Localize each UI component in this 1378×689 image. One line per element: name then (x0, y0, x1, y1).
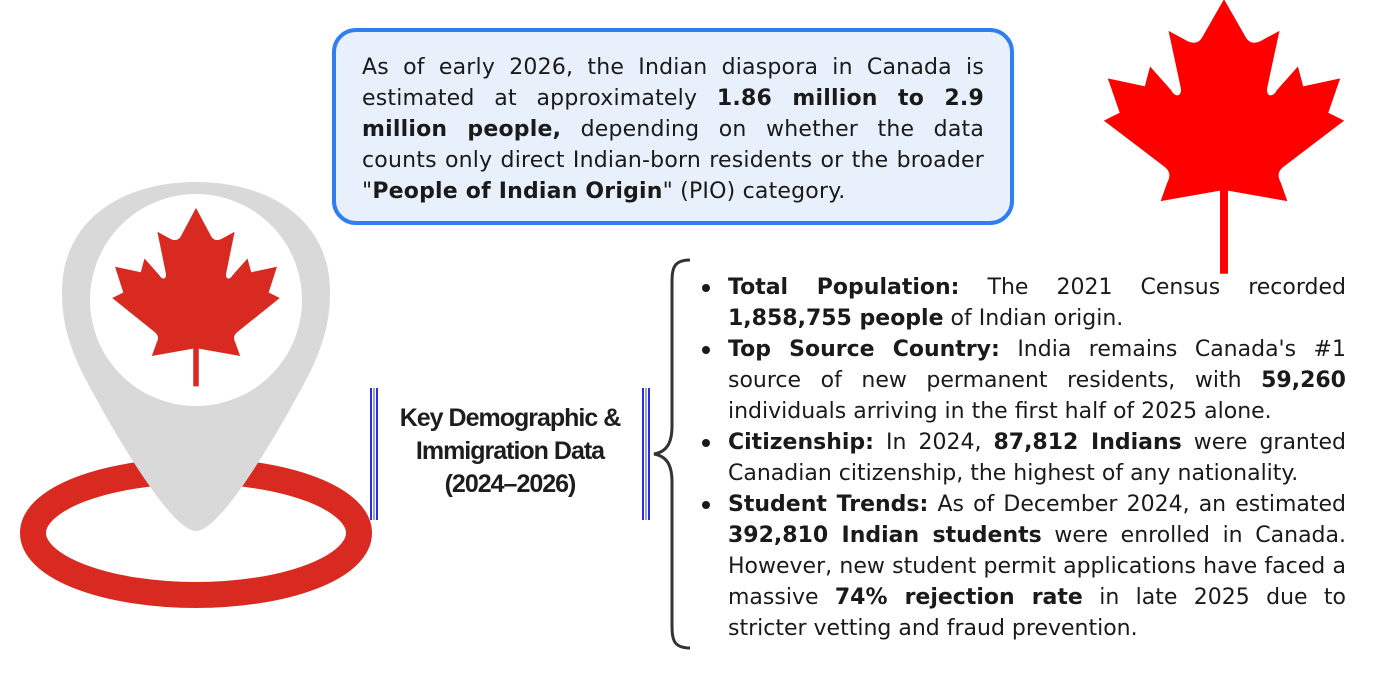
facts-list (696, 272, 1346, 644)
list-item-student-trends: Student Trends: As of December 2024, an estimated 392,810 Indian students were enrolled in Canada. However, new student permit applications have faced a massive 74% rejection rate in late 2025 due to stricter vetting and fraud prevention. (696, 489, 1346, 644)
location-pin-illustration (0, 180, 380, 620)
heading-title (382, 402, 638, 501)
heading-line-2: Immigration Data (415, 437, 605, 465)
intro-paragraph: As of early 2026, the Indian diaspora in Canada is estimated at approximately 1.86 million to 2.9 million people, depending on whether the data counts only direct Indian-born residents or the broader "People of Indian Origin" (PIO) category. (362, 55, 985, 204)
heading-right-bar (642, 388, 650, 520)
list-item-citizenship: Citizenship: In 2024, 87,812 Indians were granted Canadian citizenship, the highest of any nationality. (696, 427, 1346, 489)
list-item-top-source-country: Top Source Country: India remains Canada's #1 source of new permanent residents, with 59,260 individuals arriving in the first half of 2025 alone. (696, 334, 1346, 427)
heading-left-bar (370, 388, 378, 520)
heading-line-3: (2024–2026) (444, 470, 576, 498)
list-item-total-population: Total Population: The 2021 Census recorded 1,858,755 people of Indian origin. (696, 272, 1346, 334)
intro-callout-box (332, 28, 1014, 225)
heading-line-1: Key Demographic & (399, 404, 621, 432)
curly-brace (650, 256, 696, 652)
section-heading (370, 388, 650, 520)
maple-leaf-flag-icon (1098, 0, 1354, 280)
